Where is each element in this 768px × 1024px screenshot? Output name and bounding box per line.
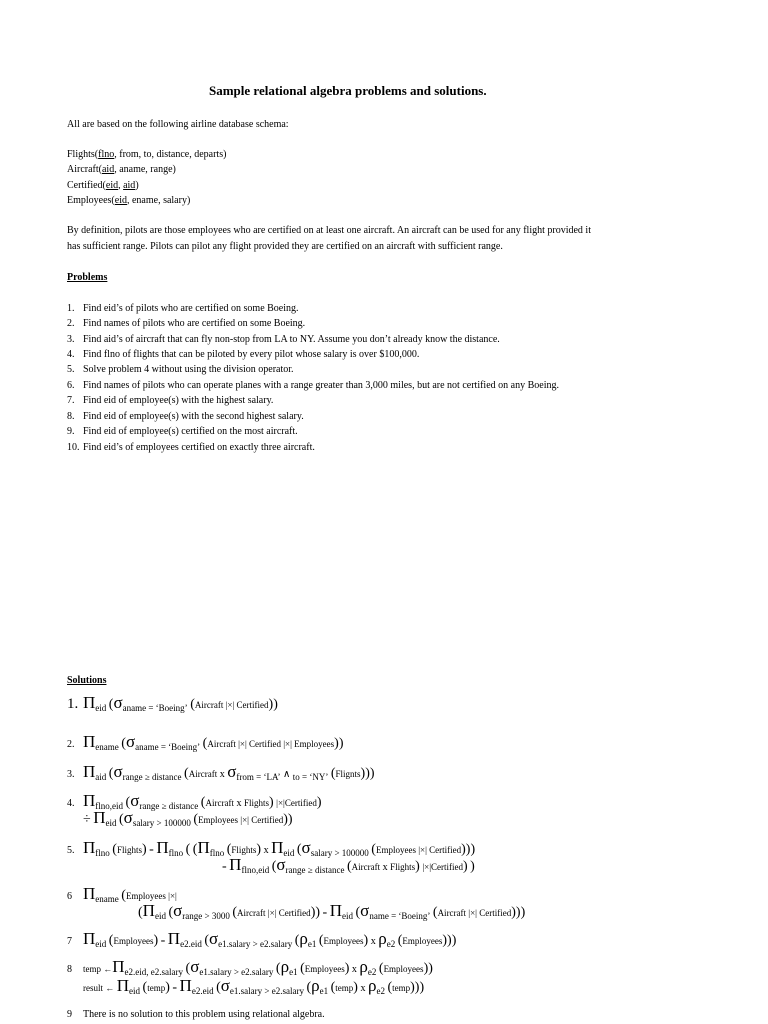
solution-6-line-2: (Πeid (σrange > 3000 (Aircraft |×| Certified)) - Πeid (σname = ‘Boeing’ (Aircraft |×| Certified))) — [138, 901, 526, 921]
solution-4-line-1: 4. Πflno,eid (σrange ≥ distance (Aircraft x Flights) |×|Certified) — [67, 791, 322, 811]
problems-heading: Problems — [67, 272, 108, 283]
definition-line-2: has sufficient range. Pilots can pilot any flight provided they are certified on an aircraft with sufficient range. — [67, 241, 503, 252]
solutions-heading: Solutions — [67, 675, 107, 686]
solution-6-line-1: 6 Πename (Employees |×| — [67, 884, 177, 904]
solution-8-line-2: result ← Πeid (temp) - Πe2.eid (σe1.salary > e2.salary (ρe1 (temp) x ρe2 (temp))) — [83, 976, 425, 996]
problem-item: 5. Solve problem 4 without using the division operator. — [67, 364, 294, 375]
definition-line-1: By definition, pilots are those employees who are certified on at least one aircraft. An aircraft can be used for any flight provided it — [67, 225, 591, 236]
problem-item: 2. Find names of pilots who are certified on some Boeing. — [67, 318, 306, 329]
problem-item: 6. Find names of pilots who can operate planes with a range greater than 3,000 miles, but are not certified on any Boeing. — [67, 380, 559, 391]
solution-9: 9 There is no solution to this problem using relational algebra. — [67, 1009, 325, 1020]
solution-1: 1. Πeid (σaname = ‘Boeing’ (Aircraft |×| Certified)) — [67, 693, 278, 713]
solution-5-line-1: 5. Πflno (Flights) - Πflno ( (Πflno (Flights) x Πeid (σsalary > 100000 (Employees |×| Certified))) — [67, 838, 476, 858]
schema-aircraft: Aircraft(aid, aname, range) — [67, 164, 176, 175]
schema-certified: Certified(eid, aid) — [67, 180, 139, 191]
problem-item: 9. Find eid of employee(s) certified on the most aircraft. — [67, 426, 298, 437]
problem-item: 7. Find eid of employee(s) with the highest salary. — [67, 395, 274, 406]
solution-5-line-2: - Πflno,eid (σrange ≥ distance (Aircraft x Flights) |×|Certified) ) — [222, 855, 475, 875]
solution-8-line-1: 8 temp ←Πe2.eid, e2.salary (σe1.salary > e2.salary (ρe1 (Employees) x ρe2 (Employees)) — [67, 957, 433, 977]
solution-4-line-2: ÷ Πeid (σsalary > 100000 (Employees |×| Certified)) — [83, 808, 293, 828]
problem-item: 8. Find eid of employee(s) with the second highest salary. — [67, 411, 304, 422]
solution-2: 2. Πename (σaname = ‘Boeing’ (Aircraft |×| Certified |×| Employees)) — [67, 732, 344, 752]
intro-text: All are based on the following airline database schema: — [67, 119, 289, 130]
solution-3: 3. Πaid (σrange ≥ distance (Aircraft x σfrom = ‘LA’ ∧ to = ‘NY’ (Flignts))) — [67, 762, 375, 782]
problem-item: 1. Find eid’s of pilots who are certified on some Boeing. — [67, 303, 299, 314]
problem-item: 4. Find flno of flights that can be piloted by every pilot whose salary is over $100,000. — [67, 349, 420, 360]
problem-item: 10. Find eid’s of employees certified on exactly three aircraft. — [67, 442, 315, 453]
document-title: Sample relational algebra problems and solutions. — [209, 83, 487, 98]
problem-item: 3. Find aid’s of aircraft that can fly non-stop from LA to NY. Assume you don’t already know the distance. — [67, 334, 500, 345]
schema-flights: Flights(flno, from, to, distance, departs) — [67, 149, 227, 160]
solution-7: 7 Πeid (Employees) - Πe2.eid (σe1.salary > e2.salary (ρe1 (Employees) x ρe2 (Employees))) — [67, 929, 457, 949]
schema-employees: Employees(eid, ename, salary) — [67, 195, 191, 206]
